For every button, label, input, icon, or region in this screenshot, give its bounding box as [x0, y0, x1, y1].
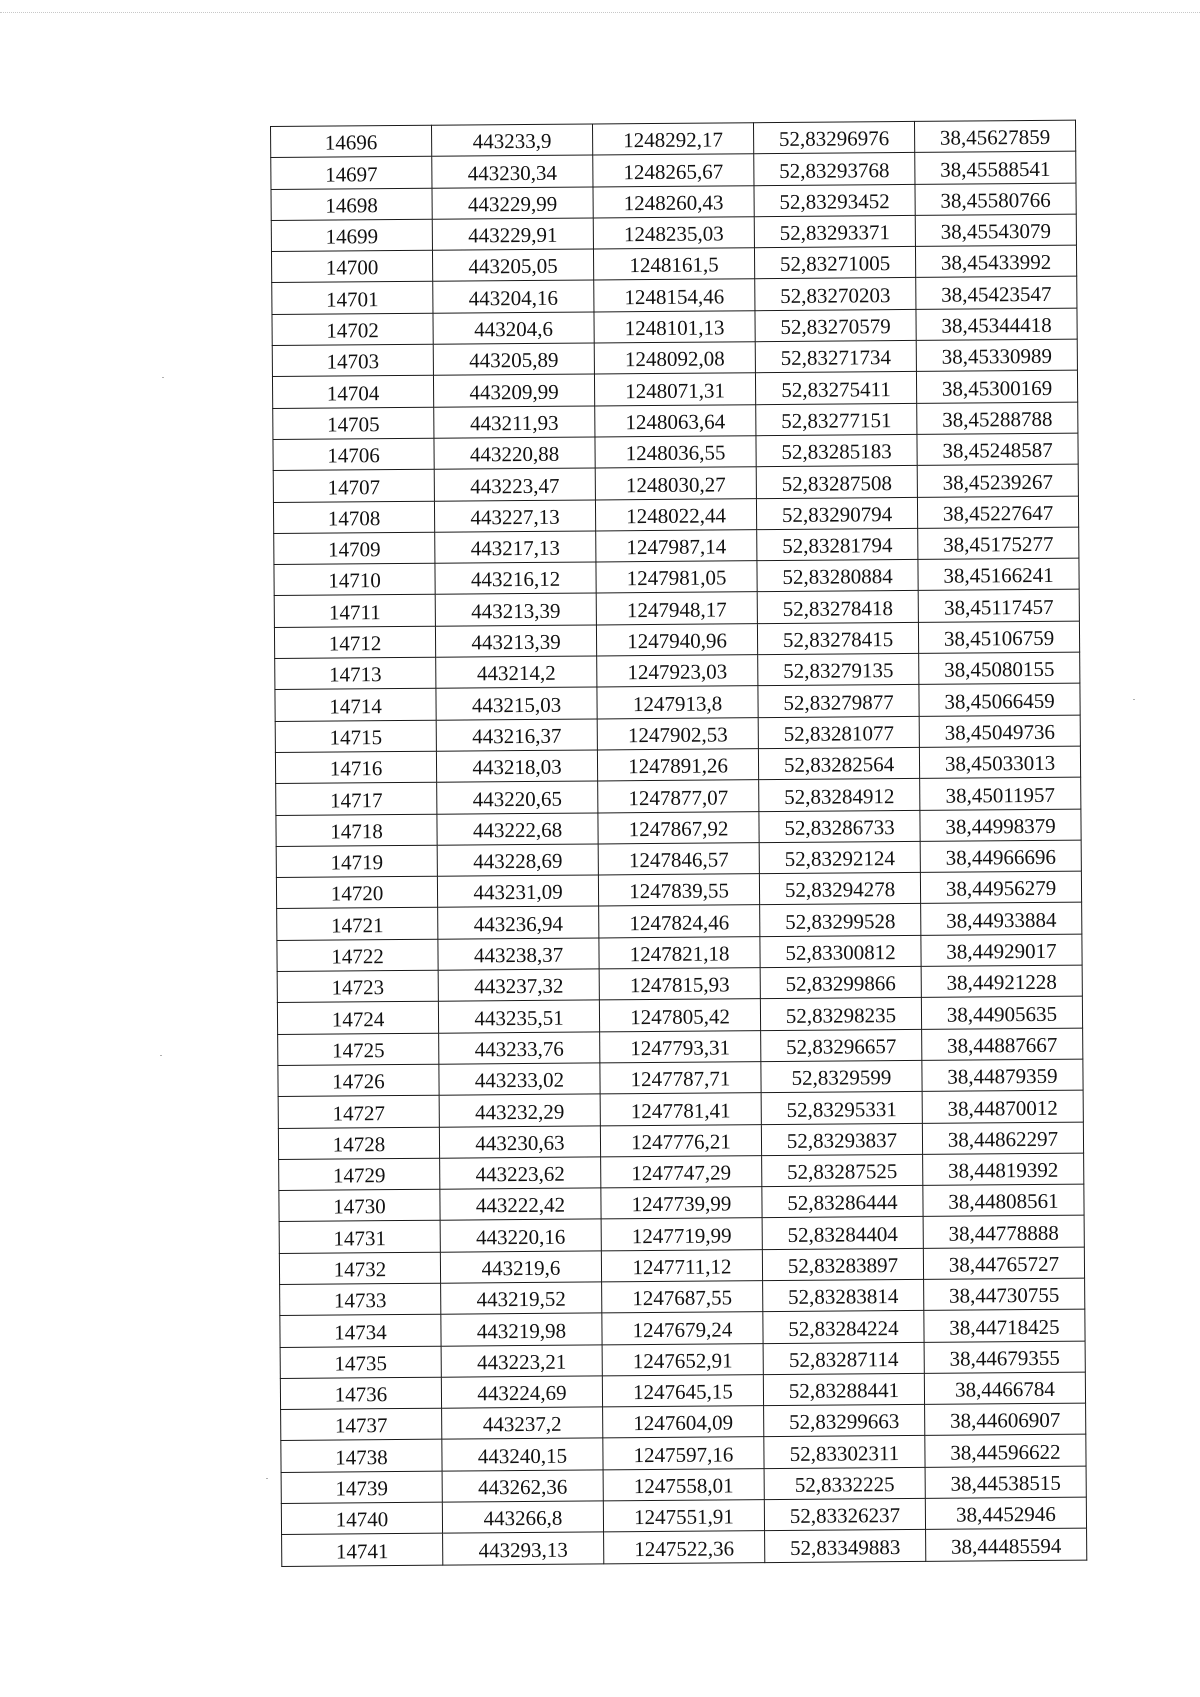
- y-coordinate-cell: 1248161,5: [593, 248, 754, 281]
- longitude-cell: 38,45344418: [916, 308, 1077, 341]
- longitude-cell: 38,45106759: [918, 621, 1079, 654]
- point-number-cell: 14713: [275, 657, 436, 690]
- y-coordinate-cell: 1247839,55: [598, 874, 759, 907]
- y-coordinate-cell: 1247711,12: [601, 1249, 762, 1282]
- y-coordinate-cell: 1247739,99: [601, 1187, 762, 1220]
- y-coordinate-cell: 1247551,91: [603, 1500, 764, 1533]
- x-coordinate-cell: 443204,16: [433, 280, 594, 313]
- x-coordinate-cell: 443222,42: [440, 1188, 601, 1221]
- x-coordinate-cell: 443266,8: [442, 1501, 603, 1534]
- x-coordinate-cell: 443229,91: [432, 218, 593, 251]
- longitude-cell: 38,45011957: [920, 777, 1081, 810]
- y-coordinate-cell: 1248063,64: [595, 404, 756, 437]
- y-coordinate-cell: 1248235,03: [593, 217, 754, 250]
- y-coordinate-cell: 1247981,05: [596, 561, 757, 594]
- point-number-cell: 14696: [271, 125, 432, 158]
- longitude-cell: 38,44730755: [924, 1278, 1085, 1311]
- y-coordinate-cell: 1248022,44: [595, 498, 756, 531]
- point-number-cell: 14729: [279, 1158, 440, 1191]
- y-coordinate-cell: 1247645,15: [602, 1375, 763, 1408]
- longitude-cell: 38,45580766: [915, 183, 1076, 216]
- latitude-cell: 52,83282564: [758, 747, 919, 780]
- scan-speck: [162, 377, 164, 378]
- point-number-cell: 14709: [274, 532, 435, 565]
- point-number-cell: 14716: [275, 751, 436, 784]
- latitude-cell: 52,83349883: [765, 1530, 926, 1563]
- x-coordinate-cell: 443236,94: [438, 906, 599, 939]
- scan-edge-line: [0, 12, 1200, 13]
- y-coordinate-cell: 1247781,41: [600, 1093, 761, 1126]
- latitude-cell: 52,83270203: [755, 278, 916, 311]
- scan-speck: [1133, 699, 1135, 700]
- y-coordinate-cell: 1248030,27: [595, 467, 756, 500]
- longitude-cell: 38,45300169: [916, 371, 1077, 404]
- point-number-cell: 14741: [282, 1534, 443, 1567]
- y-coordinate-cell: 1247948,17: [596, 592, 757, 625]
- point-number-cell: 14739: [281, 1471, 442, 1504]
- longitude-cell: 38,44538515: [925, 1466, 1086, 1499]
- y-coordinate-cell: 1247793,31: [600, 1030, 761, 1063]
- latitude-cell: 52,83279135: [758, 653, 919, 686]
- longitude-cell: 38,44921228: [921, 965, 1082, 998]
- latitude-cell: 52,83271734: [755, 341, 916, 374]
- latitude-cell: 52,83287508: [756, 466, 917, 499]
- latitude-cell: 52,83283897: [762, 1248, 923, 1281]
- latitude-cell: 52,83284404: [762, 1217, 923, 1250]
- y-coordinate-cell: 1247867,92: [598, 811, 759, 844]
- latitude-cell: 52,83299866: [760, 966, 921, 999]
- y-coordinate-cell: 1248092,08: [594, 342, 755, 375]
- longitude-cell: 38,45175277: [918, 527, 1079, 560]
- y-coordinate-cell: 1248265,67: [593, 154, 754, 187]
- longitude-cell: 38,45433992: [915, 245, 1076, 278]
- longitude-cell: 38,44966696: [920, 840, 1081, 873]
- longitude-cell: 38,45588541: [915, 151, 1076, 184]
- table-body: [271, 120, 1087, 1566]
- longitude-cell: 38,44956279: [920, 871, 1081, 904]
- point-number-cell: 14726: [278, 1064, 439, 1097]
- y-coordinate-cell: 1247776,21: [600, 1124, 761, 1157]
- point-number-cell: 14711: [274, 595, 435, 628]
- x-coordinate-cell: 443223,21: [441, 1345, 602, 1378]
- longitude-cell: 38,45248587: [917, 433, 1078, 466]
- y-coordinate-cell: 1247687,55: [602, 1281, 763, 1314]
- longitude-cell: 38,44596622: [925, 1435, 1086, 1468]
- longitude-cell: 38,45080155: [919, 652, 1080, 685]
- x-coordinate-cell: 443228,69: [437, 844, 598, 877]
- x-coordinate-cell: 443205,89: [433, 343, 594, 376]
- y-coordinate-cell: 1247815,93: [599, 968, 760, 1001]
- scan-speck: [160, 1055, 162, 1056]
- point-number-cell: 14735: [280, 1346, 441, 1379]
- y-coordinate-cell: 1247558,01: [603, 1468, 764, 1501]
- x-coordinate-cell: 443213,39: [435, 593, 596, 626]
- latitude-cell: 52,8332225: [764, 1467, 925, 1500]
- x-coordinate-cell: 443205,05: [432, 249, 593, 282]
- y-coordinate-cell: 1247877,07: [598, 780, 759, 813]
- latitude-cell: 52,83278415: [757, 622, 918, 655]
- longitude-cell: 38,44933884: [921, 903, 1082, 936]
- y-coordinate-cell: 1248071,31: [594, 373, 755, 406]
- x-coordinate-cell: 443215,03: [436, 687, 597, 720]
- y-coordinate-cell: 1247679,24: [602, 1312, 763, 1345]
- latitude-cell: 52,83290794: [756, 497, 917, 530]
- longitude-cell: 38,45543079: [915, 214, 1076, 247]
- x-coordinate-cell: 443220,88: [434, 437, 595, 470]
- latitude-cell: 52,83294278: [759, 873, 920, 906]
- x-coordinate-cell: 443219,98: [441, 1313, 602, 1346]
- y-coordinate-cell: 1247846,57: [598, 843, 759, 876]
- longitude-cell: 38,45117457: [918, 590, 1079, 623]
- x-coordinate-cell: 443227,13: [434, 500, 595, 533]
- point-number-cell: 14701: [272, 282, 433, 315]
- latitude-cell: 52,83279877: [758, 685, 919, 718]
- longitude-cell: 38,44870012: [922, 1090, 1083, 1123]
- x-coordinate-cell: 443231,09: [437, 875, 598, 908]
- longitude-cell: 38,44879359: [922, 1059, 1083, 1092]
- x-coordinate-cell: 443216,12: [435, 562, 596, 595]
- y-coordinate-cell: 1247913,8: [597, 686, 758, 719]
- point-number-cell: 14703: [272, 344, 433, 377]
- longitude-cell: 38,45227647: [917, 496, 1078, 529]
- x-coordinate-cell: 443204,6: [433, 312, 594, 345]
- latitude-cell: 52,83299528: [760, 904, 921, 937]
- latitude-cell: 52,83278418: [757, 591, 918, 624]
- point-number-cell: 14719: [276, 845, 437, 878]
- x-coordinate-cell: 443220,65: [437, 781, 598, 814]
- latitude-cell: 52,83281794: [757, 528, 918, 561]
- point-number-cell: 14730: [279, 1189, 440, 1222]
- y-coordinate-cell: 1247805,42: [599, 999, 760, 1032]
- y-coordinate-cell: 1247891,26: [597, 749, 758, 782]
- latitude-cell: 52,83277151: [756, 403, 917, 436]
- point-number-cell: 14725: [278, 1033, 439, 1066]
- longitude-cell: 38,45288788: [917, 402, 1078, 435]
- point-number-cell: 14700: [271, 250, 432, 283]
- latitude-cell: 52,83293768: [754, 153, 915, 186]
- latitude-cell: 52,83280884: [757, 560, 918, 593]
- y-coordinate-cell: 1248292,17: [592, 123, 753, 156]
- point-number-cell: 14714: [275, 689, 436, 722]
- point-number-cell: 14728: [278, 1127, 439, 1160]
- longitude-cell: 38,44819392: [923, 1153, 1084, 1186]
- y-coordinate-cell: 1247987,14: [596, 530, 757, 563]
- longitude-cell: 38,44887667: [922, 1028, 1083, 1061]
- longitude-cell: 38,44998379: [920, 809, 1081, 842]
- point-number-cell: 14717: [276, 782, 437, 815]
- point-number-cell: 14710: [274, 563, 435, 596]
- x-coordinate-cell: 443209,99: [433, 374, 594, 407]
- point-number-cell: 14706: [273, 438, 434, 471]
- x-coordinate-cell: 443235,51: [438, 1000, 599, 1033]
- point-number-cell: 14702: [272, 313, 433, 346]
- latitude-cell: 52,83287525: [762, 1154, 923, 1187]
- x-coordinate-cell: 443293,13: [443, 1532, 604, 1565]
- longitude-cell: 38,44808561: [923, 1184, 1084, 1217]
- x-coordinate-cell: 443232,29: [439, 1094, 600, 1127]
- latitude-cell: 52,83270579: [755, 309, 916, 342]
- latitude-cell: 52,83296976: [753, 121, 914, 154]
- longitude-cell: 38,4466784: [924, 1372, 1085, 1405]
- x-coordinate-cell: 443237,2: [442, 1407, 603, 1440]
- latitude-cell: 52,83292124: [759, 841, 920, 874]
- x-coordinate-cell: 443220,16: [440, 1219, 601, 1252]
- longitude-cell: 38,45330989: [916, 339, 1077, 372]
- point-number-cell: 14705: [273, 407, 434, 440]
- longitude-cell: 38,44679355: [924, 1341, 1085, 1374]
- point-number-cell: 14718: [276, 814, 437, 847]
- point-number-cell: 14721: [277, 908, 438, 941]
- x-coordinate-cell: 443219,6: [440, 1251, 601, 1284]
- latitude-cell: 52,83281077: [758, 716, 919, 749]
- y-coordinate-cell: 1247787,71: [600, 1062, 761, 1095]
- point-number-cell: 14720: [276, 876, 437, 909]
- longitude-cell: 38,44606907: [925, 1403, 1086, 1436]
- x-coordinate-cell: 443237,32: [438, 969, 599, 1002]
- latitude-cell: 52,83283814: [763, 1279, 924, 1312]
- latitude-cell: 52,83288441: [763, 1373, 924, 1406]
- longitude-cell: 38,45239267: [917, 464, 1078, 497]
- y-coordinate-cell: 1247652,91: [602, 1343, 763, 1376]
- longitude-cell: 38,44485594: [926, 1528, 1087, 1561]
- longitude-cell: 38,44778888: [923, 1216, 1084, 1249]
- latitude-cell: 52,83296657: [761, 1029, 922, 1062]
- scan-speck: [266, 1478, 268, 1479]
- y-coordinate-cell: 1248036,55: [595, 436, 756, 469]
- x-coordinate-cell: 443213,39: [435, 625, 596, 658]
- y-coordinate-cell: 1247902,53: [597, 717, 758, 750]
- point-number-cell: 14737: [281, 1408, 442, 1441]
- latitude-cell: 52,83293837: [761, 1123, 922, 1156]
- x-coordinate-cell: 443262,36: [442, 1470, 603, 1503]
- y-coordinate-cell: 1247824,46: [599, 905, 760, 938]
- latitude-cell: 52,83287114: [763, 1342, 924, 1375]
- x-coordinate-cell: 443230,34: [432, 155, 593, 188]
- x-coordinate-cell: 443219,52: [441, 1282, 602, 1315]
- point-number-cell: 14722: [277, 939, 438, 972]
- y-coordinate-cell: 1247522,36: [604, 1531, 765, 1564]
- table-row: [282, 1528, 1087, 1566]
- x-coordinate-cell: 443222,68: [437, 812, 598, 845]
- y-coordinate-cell: 1247719,99: [601, 1218, 762, 1251]
- longitude-cell: 38,45423547: [916, 277, 1077, 310]
- x-coordinate-cell: 443211,93: [434, 406, 595, 439]
- x-coordinate-cell: 443223,62: [440, 1157, 601, 1190]
- latitude-cell: 52,83302311: [764, 1436, 925, 1469]
- x-coordinate-cell: 443223,47: [434, 468, 595, 501]
- latitude-cell: 52,83293371: [754, 215, 915, 248]
- x-coordinate-cell: 443233,76: [439, 1032, 600, 1065]
- longitude-cell: 38,44929017: [921, 934, 1082, 967]
- latitude-cell: 52,83275411: [755, 372, 916, 405]
- x-coordinate-cell: 443230,63: [439, 1125, 600, 1158]
- point-number-cell: 14712: [274, 626, 435, 659]
- latitude-cell: 52,83298235: [760, 998, 921, 1031]
- latitude-cell: 52,83299663: [764, 1405, 925, 1438]
- x-coordinate-cell: 443240,15: [442, 1438, 603, 1471]
- y-coordinate-cell: 1247747,29: [601, 1155, 762, 1188]
- point-number-cell: 14727: [278, 1095, 439, 1128]
- latitude-cell: 52,83286444: [762, 1185, 923, 1218]
- latitude-cell: 52,83293452: [754, 184, 915, 217]
- point-number-cell: 14734: [280, 1314, 441, 1347]
- x-coordinate-cell: 443224,69: [441, 1376, 602, 1409]
- x-coordinate-cell: 443218,03: [436, 750, 597, 783]
- point-number-cell: 14738: [281, 1440, 442, 1473]
- longitude-cell: 38,45166241: [918, 558, 1079, 591]
- coordinates-table: [270, 120, 1087, 1567]
- x-coordinate-cell: 443214,2: [436, 656, 597, 689]
- latitude-cell: 52,83285183: [756, 434, 917, 467]
- latitude-cell: 52,83286733: [759, 810, 920, 843]
- x-coordinate-cell: 443217,13: [435, 531, 596, 564]
- point-number-cell: 14704: [272, 376, 433, 409]
- x-coordinate-cell: 443238,37: [438, 938, 599, 971]
- point-number-cell: 14733: [280, 1283, 441, 1316]
- point-number-cell: 14731: [279, 1221, 440, 1254]
- point-number-cell: 14724: [277, 1002, 438, 1035]
- y-coordinate-cell: 1247940,96: [596, 623, 757, 656]
- longitude-cell: 38,4452946: [925, 1497, 1086, 1530]
- latitude-cell: 52,83295331: [761, 1092, 922, 1125]
- latitude-cell: 52,8329599: [761, 1060, 922, 1093]
- point-number-cell: 14707: [273, 469, 434, 502]
- longitude-cell: 38,44905635: [921, 996, 1082, 1029]
- point-number-cell: 14723: [277, 970, 438, 1003]
- x-coordinate-cell: 443233,9: [431, 124, 592, 157]
- x-coordinate-cell: 443233,02: [439, 1063, 600, 1096]
- point-number-cell: 14732: [279, 1252, 440, 1285]
- latitude-cell: 52,83284224: [763, 1311, 924, 1344]
- y-coordinate-cell: 1247604,09: [603, 1406, 764, 1439]
- point-number-cell: 14736: [280, 1377, 441, 1410]
- y-coordinate-cell: 1247821,18: [599, 936, 760, 969]
- longitude-cell: 38,45066459: [919, 684, 1080, 717]
- point-number-cell: 14708: [273, 501, 434, 534]
- longitude-cell: 38,45049736: [919, 715, 1080, 748]
- point-number-cell: 14697: [271, 157, 432, 190]
- point-number-cell: 14698: [271, 188, 432, 221]
- y-coordinate-cell: 1247597,16: [603, 1437, 764, 1470]
- longitude-cell: 38,45627859: [914, 120, 1075, 153]
- longitude-cell: 38,45033013: [919, 746, 1080, 779]
- point-number-cell: 14699: [271, 219, 432, 252]
- longitude-cell: 38,44862297: [922, 1122, 1083, 1155]
- latitude-cell: 52,83300812: [760, 935, 921, 968]
- latitude-cell: 52,83326237: [764, 1498, 925, 1531]
- y-coordinate-cell: 1248260,43: [593, 185, 754, 218]
- y-coordinate-cell: 1247923,03: [597, 655, 758, 688]
- y-coordinate-cell: 1248101,13: [594, 310, 755, 343]
- latitude-cell: 52,83271005: [754, 247, 915, 280]
- longitude-cell: 38,44765727: [923, 1247, 1084, 1280]
- y-coordinate-cell: 1248154,46: [594, 279, 755, 312]
- point-number-cell: 14715: [275, 720, 436, 753]
- x-coordinate-cell: 443229,99: [432, 187, 593, 220]
- latitude-cell: 52,83284912: [759, 779, 920, 812]
- point-number-cell: 14740: [281, 1502, 442, 1535]
- longitude-cell: 38,44718425: [924, 1309, 1085, 1342]
- x-coordinate-cell: 443216,37: [436, 719, 597, 752]
